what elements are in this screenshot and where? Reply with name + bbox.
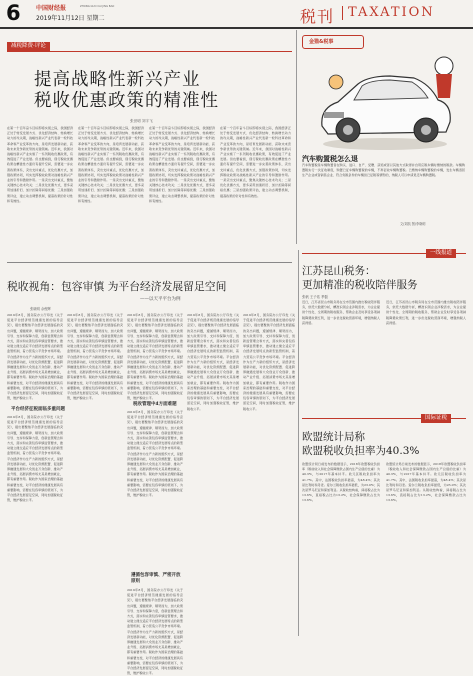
article2-subhead-3: 遵循包容审慎、严密开放原则 (131, 573, 181, 584)
lead-body-col2: 在第一个百年奋斗目标即将实现之际，我国经济正处于转变发展方式、优化经济结构、转换增长动力的攻关期，战略性新兴产业代表新一轮科技革命和产业变革的方向，是培育发展新动能、获取未来竞争新优势的关键领域。近年来，我国对战略性新兴产业实施了一系列税收优惠政策，有效促进了产业发展。但也要看到，现行税收优惠政策在精准性方面仍有提升空间，需要进一步完善政策体系，突出支持重点，优化优惠方式，加强政策协同，切实发挥税收政策对战略性新兴产业的引导和激励作用。一是突出支持重点，聚焦关键核心技术攻关；二是优化优惠方式，更多采用加速折旧、加计扣除等间接优惠；三是加强政策评估，建立动态调整机制，提高政策的针对性和有效性。 (78, 126, 144, 203)
mid-rule (7, 262, 292, 263)
tag-rule (7, 51, 292, 52)
paper-pinyin: ZHONG GUO CAI JING BAO (80, 5, 115, 8)
europe-body-col2: 欧盟统计局日前发布的数据显示，2018年欧盟税收负担率（税收收入和社会保障缴款占国内生产总值的比重）为40.3%，与2017年基本持平。欧元区税收负担率为41.7%。其中，法国税收负担率最高，为48.4%；其次是比利时和丹麦。爱尔兰税收负担率最低，为23.0%；其次是罗马尼亚和保加利亚。从税收结构看，间接税占比为13.6%，直接税占比为13.2%，社会保障缴款占比为13.6%。 (386, 462, 466, 503)
article2-body-col3b: 2019年8月，国务院办公厅印发《关于促进平台经济规范健康发展的指导意见》，提出要聚焦平台经济发展面临的突出问题，遵循规律、顺势而为，加大政策引导、支持和保障力度，创新监管理念和方式，落实和完善包容审慎监管要求，推动建立健全适应平台经济发展特点的新型监管机制，着力营造公平竞争市场环境。平台经济作为生产力新的组织方式，是经济发展新动能，对优化资源配置、促进跨界融通发展和大众创业万众创新、推动产业升级、拓展消费市场尤其是增加就业，都有重要作用。税收作为国家治理的基础和重要支柱，对平台经济的健康发展具有重要影响，需要在包容审慎的原则下，为平台经济发展留足空间，同时加强税收征管，维护税收公平。 (127, 410, 183, 498)
europe-title-line2: 欧盟税收负担率为40.3% (302, 445, 420, 457)
character-body (436, 74, 452, 98)
character-head (435, 57, 453, 75)
lead-body-col4: 在第一个百年奋斗目标即将实现之际，我国经济正处于转变发展方式、优化经济结构、转换增长动力的攻关期，战略性新兴产业代表新一轮科技革命和产业变革的方向，是培育发展新动能、获取未来竞争新优势的关键领域。近年来，我国对战略性新兴产业实施了一系列税收优惠政策，有效促进了产业发展。但也要看到，现行税收优惠政策在精准性方面仍有提升空间，需要进一步完善政策体系，突出支持重点，优化优惠方式，加强政策协同，切实发挥税收政策对战略性新兴产业的引导和激励作用。一是突出支持重点，聚焦关键核心技术攻关；二是优化优惠方式，更多采用加速折旧、加计扣除等间接优惠；三是加强政策评估，建立动态调整机制，提高政策的针对性和有效性。 (220, 126, 291, 198)
masthead-rule (0, 27, 473, 29)
section-name-en: TAXATION (348, 5, 435, 20)
kunshan-tag: 一线报道 (426, 249, 456, 258)
headline-line2: 税收优惠政策的精准性 (34, 91, 219, 111)
article2-body-col3a: 2019年8月，国务院办公厅印发《关于促进平台经济规范健康发展的指导意见》，提出要聚焦平台经济发展面临的突出问题，遵循规律、顺势而为，加大政策引导、支持和保障力度，创新监管理念和方式，落实和完善包容审慎监管要求，推动建立健全适应平台经济发展特点的新型监管机制，着力营造公平竞争市场环境。平台经济作为生产力新的组织方式，是经济发展新动能，对优化资源配置、促进跨界融通发展和大众创业万众创新、推动产业升级、拓展消费市场尤其是增加就业，都有重要作用。税收作为国家治理的基础和重要支柱，对平台经济的健康发展具有重要影响，需要在包容审慎的原则下，为平台经济发展留足空间，同时加强税收征管，维护税收公平。 (127, 313, 183, 401)
kunshan-byline: 张帆 王子佑 季磊 (302, 295, 328, 299)
article2-body-col1b: 2019年8月，国务院办公厅印发《关于促进平台经济规范健康发展的指导意见》，提出要聚焦平台经济发展面临的突出问题，遵循规律、顺势而为，加大政策引导、支持和保障力度，创新监管理念和方式，落实和完善包容审慎监管要求，推动建立健全适应平台经济发展特点的新型监管机制，着力营造公平竞争市场环境。平台经济作为生产力新的组织方式，是经济发展新动能，对优化资源配置、促进跨界融通发展和大众创业万众创新、推动产业升级、拓展消费市场尤其是增加就业，都有重要作用。税收作为国家治理的基础和重要支柱，对平台经济的健康发展具有重要影响，需要在包容审慎的原则下，为平台经济发展留足空间，同时加强税收征管，维护税收公平。 (7, 415, 63, 503)
cat-head (329, 75, 343, 89)
article2-body-col3c: 2019年8月，国务院办公厅印发《关于促进平台经济规范健康发展的指导意见》，提出要聚焦平台经济发展面临的突出问题，遵循规律、顺势而为，加大政策引导、支持和保障力度，创新监管理念和方式，落实和完善包容审慎监管要求，推动建立健全适应平台经济发展特点的新型监管机制，着力营造公平竞争市场环境。平台经济作为生产力新的组织方式，是经济发展新动能，对优化资源配置、促进跨界融通发展和大众创业万众创新、推动产业升级、拓展消费市场尤其是增加就业，都有重要作用。税收作为国家治理的基础和重要支柱，对平台经济的健康发展具有重要影响，需要在包容审慎的原则下，为平台经济发展留足空间，同时加强税收征管，维护税收公平。 (127, 588, 183, 676)
article2-subhead-2: 税收管理中4方面难题 (133, 402, 177, 407)
article2-body-col4: 2019年8月，国务院办公厅印发《关于促进平台经济规范健康发展的指导意见》，提出要聚焦平台经济发展面临的突出问题，遵循规律、顺势而为，加大政策引导、支持和保障力度，创新监管理念和方式，落实和完善包容审慎监管要求，推动建立健全适应平台经济发展特点的新型监管机制，着力营造公平竞争市场环境。平台经济作为生产力新的组织方式，是经济发展新动能，对优化资源配置、促进跨界融通发展和大众创业万众创新、推动产业升级、拓展消费市场尤其是增加就业，都有重要作用。税收作为国家治理的基础和重要支柱，对平台经济的健康发展具有重要影响，需要在包容审慎的原则下，为平台经济发展留足空间，同时加强税收征管，维护税收公平。 (187, 313, 239, 411)
column-byline: 文/刘凯 图/李晓明 (400, 222, 426, 226)
article2-body-col2: 2019年8月，国务院办公厅印发《关于促进平台经济规范健康发展的指导意见》，提出要聚焦平台经济发展面临的突出问题，遵循规律、顺势而为，加大政策引导、支持和保障力度，创新监管理念和方式，落实和完善包容审慎监管要求，推动建立健全适应平台经济发展特点的新型监管机制，着力营造公平竞争市场环境。平台经济作为生产力新的组织方式，是经济发展新动能，对优化资源配置、促进跨界融通发展和大众创业万众创新、推动产业升级、拓展消费市场尤其是增加就业，都有重要作用。税收作为国家治理的基础和重要支柱，对平台经济的健康发展具有重要影响，需要在包容审慎的原则下，为平台经济发展留足空间，同时加强税收征管，维护税收公平。 (67, 313, 123, 401)
kunshan-title-line1: 江苏昆山税务： (302, 265, 376, 277)
paper-logo: 中国财经报 (36, 5, 67, 12)
section-divider (342, 6, 343, 20)
europe-body-col1: 欧盟统计局日前发布的数据显示，2018年欧盟税收负担率（税收收入和社会保障缴款占国内生产总值的比重）为40.3%，与2017年基本持平。欧元区税收负担率为41.7%。其中，法国税收负担率最高，为48.4%；其次是比利时和丹麦。爱尔兰税收负担率最低，为23.0%；其次是罗马尼亚和保加利亚。从税收结构看，间接税占比为13.6%，直接税占比为13.2%，社会保障缴款占比为13.6%。 (302, 462, 380, 503)
section-name: 税刊 (300, 7, 335, 26)
column-divider (296, 30, 297, 244)
europe-title-line1: 欧盟统计局称 (302, 431, 365, 443)
column-divider-lower (298, 250, 299, 636)
car-grille (324, 112, 344, 118)
section-tag: 减税降费·评论 (7, 42, 50, 51)
article2-byline: 张晓明 余俊辉 (30, 307, 51, 311)
lead-body-col3: 在第一个百年奋斗目标即将实现之际，我国经济正处于转变发展方式、优化经济结构、转换增长动力的攻关期，战略性新兴产业代表新一轮科技革命和产业变革的方向，是培育发展新动能、获取未来竞争新优势的关键领域。近年来，我国对战略性新兴产业实施了一系列税收优惠政策，有效促进了产业发展。但也要看到，现行税收优惠政策在精准性方面仍有提升空间，需要进一步完善政策体系，突出支持重点，优化优惠方式，加强政策协同，切实发挥税收政策对战略性新兴产业的引导和激励作用。一是突出支持重点，聚焦关键核心技术攻关；二是优化优惠方式，更多采用加速折旧、加计扣除等间接优惠；三是加强政策评估，建立动态调整机制，提高政策的针对性和有效性。 (149, 126, 215, 203)
article2-title: 税收视角：包容审慎 为平台经济发展留足空间 (7, 280, 227, 293)
column-logo-text: 金猫&税事 (309, 39, 334, 45)
kunshan-title-line2: 更加精准的税收陪伴服务 (302, 279, 418, 291)
car-illustration (310, 46, 460, 154)
article2-body-col5: 2019年8月，国务院办公厅印发《关于促进平台经济规范健康发展的指导意见》，提出要聚焦平台经济发展面临的突出问题，遵循规律、顺势而为，加大政策引导、支持和保障力度，创新监管理念和方式，落实和完善包容审慎监管要求，推动建立健全适应平台经济发展特点的新型监管机制，着力营造公平竞争市场环境。平台经济作为生产力新的组织方式，是经济发展新动能，对优化资源配置、促进跨界融通发展和大众创业万众创新、推动产业升级、拓展消费市场尤其是增加就业，都有重要作用。税收作为国家治理的基础和重要支柱，对平台经济的健康发展具有重要影响，需要在包容审慎的原则下，为平台经济发展留足空间，同时加强税收征管，维护税收公平。 (243, 313, 295, 411)
date-line: 2019年11月12日 星期二 (36, 15, 105, 22)
headline-line1: 提高战略性新兴产业 (34, 70, 201, 90)
europe-tag: 国际证税 (421, 414, 451, 423)
column-body: 汽车购置税是车辆购置者在购买、进口、自产、受赠、获奖或者以其他方式取得并自用应税车辆时缴纳的税款。车辆购置税实行一次征收制度，购置已征车辆购置税的车辆，不再征收车辆购置税。已缴纳车辆购置税的车辆，发生车辆退回生产企业或者销售企业、符合免税条件的车辆但已征税等情形的，纳税人可以申请退还车辆购置税。 (302, 163, 465, 178)
byline: 张世明 刘宇飞 (130, 119, 153, 123)
page-number: 6 (6, 1, 21, 25)
article2-subtitle: ——以天平平台为例 (140, 297, 181, 302)
article2-body-col1a: 2019年8月，国务院办公厅印发《关于促进平台经济规范健康发展的指导意见》，提出要聚焦平台经济发展面临的突出问题，遵循规律、顺势而为，加大政策引导、支持和保障力度，创新监管理念和方式，落实和完善包容审慎监管要求，推动建立健全适应平台经济发展特点的新型监管机制，着力营造公平竞争市场环境。平台经济作为生产力新的组织方式，是经济发展新动能，对优化资源配置、促进跨界融通发展和大众创业万众创新、推动产业升级、拓展消费市场尤其是增加就业，都有重要作用。税收作为国家治理的基础和重要支柱，对平台经济的健康发展具有重要影响，需要在包容审慎的原则下，为平台经济发展留足空间，同时加强税收征管，维护税收公平。 (7, 313, 63, 401)
kunshan-body-col2: 近日，江苏省昆山市税务局在全市范围内推出税收陪伴服务，依托大数据分析，精准识别企业涉税需求，为企业提供个性化、全周期的税收服务，帮助企业及时享受各项减税降费政策红利，进一步优化税收营商环境，增强纳税人获得感。 (386, 300, 466, 325)
column-title: 汽车购置税怎么退 (302, 155, 358, 163)
lead-body-col1: 在第一个百年奋斗目标即将实现之际，我国经济正处于转变发展方式、优化经济结构、转换增长动力的攻关期，战略性新兴产业代表新一轮科技革命和产业变革的方向，是培育发展新动能、获取未来竞争新优势的关键领域。近年来，我国对战略性新兴产业实施了一系列税收优惠政策，有效促进了产业发展。但也要看到，现行税收优惠政策在精准性方面仍有提升空间，需要进一步完善政策体系，突出支持重点，优化优惠方式，加强政策协同，切实发挥税收政策对战略性新兴产业的引导和激励作用。一是突出支持重点，聚焦关键核心技术攻关；二是优化优惠方式，更多采用加速折旧、加计扣除等间接优惠；三是加强政策评估，建立动态调整机制，提高政策的针对性和有效性。 (7, 126, 73, 203)
kunshan-body-col1: 近日，江苏省昆山市税务局在全市范围内推出税收陪伴服务，依托大数据分析，精准识别企业涉税需求，为企业提供个性化、全周期的税收服务，帮助企业及时享受各项减税降费政策红利，进一步优化税收营商环境，增强纳税人获得感。 (302, 300, 380, 325)
article2-subhead-1: 平台经济征税面临多重问题 (11, 407, 65, 412)
